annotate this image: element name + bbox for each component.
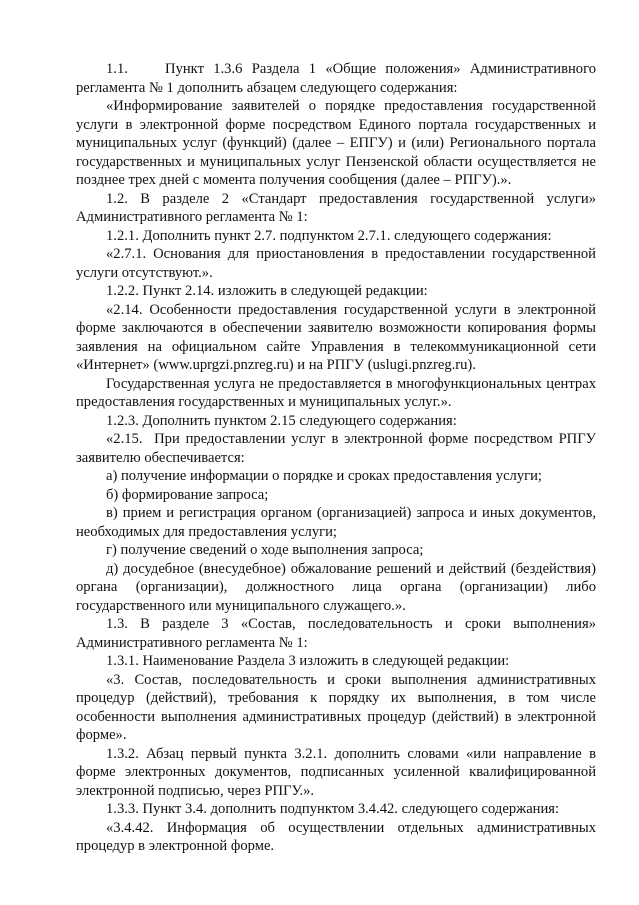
paragraph-1-3-2: 1.3.2. Абзац первый пункта 3.2.1. дополнить словами «или направление в форме электронных документов, подписанных усиленной квалифицированной электронной подписью, через РПГУ.». [76, 745, 596, 799]
list-item-d: д) досудебное (внесудебное) обжалование решений и действий (бездействия) органа (организации), должностного лица органа (организации) либо государственного или муниципального служащего.». [76, 560, 596, 614]
paragraph-1-2-3: 1.2.3. Дополнить пунктом 2.15 следующего содержания: [106, 412, 457, 429]
paragraph-1-3-1: 1.3.1. Наименование Раздела 3 изложить в следующей редакции: [106, 653, 510, 669]
paragraph-mfc: Государственная услуга не предоставляется в многофункциональных центрах предоставления государственных и муниципальных услуг.». [76, 375, 596, 410]
list-item-a: а) получение информации о порядке и сроках предоставления услуги; [106, 468, 542, 484]
paragraph-2-15-quote: «2.15. При предоставлении услуг в электронной форме посредством РПГУ заявителю обеспечивается: [76, 431, 596, 466]
document-body [76, 60, 596, 856]
paragraph-1-2-2: 1.2.2. Пункт 2.14. изложить в следующей редакции: [106, 283, 428, 299]
paragraph-1-2-1: 1.2.1. Дополнить пункт 2.7. подпунктом 2.7.1. следующего содержания: [106, 227, 552, 244]
paragraph-1-3: 1.3. В разделе 3 «Состав, последовательность и сроки выполнения» Административного регламента № 1: [76, 616, 596, 651]
paragraph-2-14-quote: «2.14. Особенности предоставления государственной услуги в электронной форме заключаются в обеспечении заявителю возможности копирования формы заявления на официальном сайте Управления в телекоммуникационной сети «Интернет» (www.uprgzi.pnzreg.ru) и на РПГУ (uslugi.pnzreg.ru). [76, 301, 596, 373]
paragraph-informing-quote: «Информирование заявителей о порядке предоставления государственной услуги в электронной форме посредством Единого портала государственных и муниципальных услуг (функций) (далее – ЕПГУ) и (или) Регионального портала государственных и муниципальных услуг Пензенской области осуществляется не позднее трех дней с момента получения сообщения (далее – РПГУ).». [76, 98, 596, 188]
paragraph-1-3-3: 1.3.3. Пункт 3.4. дополнить подпунктом 3.4.42. следующего содержания: [106, 801, 560, 817]
paragraph-3-4-42-quote: «3.4.42. Информация об осуществлении отдельных административных процедур в электронной форме. [76, 819, 596, 854]
list-item-g: г) получение сведений о ходе выполнения запроса; [106, 542, 424, 558]
list-item-b: б) формирование запроса; [106, 486, 269, 503]
paragraph-1-1: 1.1. Пункт 1.3.6 Раздела 1 «Общие положения» Административного регламента № 1 дополнить абзацем следующего содержания: [76, 61, 596, 96]
paragraph-2-7-1-quote: «2.7.1. Основания для приостановления в предоставлении государственной услуги отсутствуют.». [76, 246, 596, 281]
paragraph-section-3-title-quote: «3. Состав, последовательность и сроки выполнения административных процедур (действий), требования к порядку их выполнения, в том числе особенности выполнения административных процедур (действий) в электронной форме». [76, 671, 596, 743]
list-item-v: в) прием и регистрация органом (организацией) запроса и иных документов, необходимых для предоставления услуги; [76, 505, 596, 540]
paragraph-1-2: 1.2. В разделе 2 «Стандарт предоставления государственной услуги» Административного регламента № 1: [76, 190, 596, 225]
